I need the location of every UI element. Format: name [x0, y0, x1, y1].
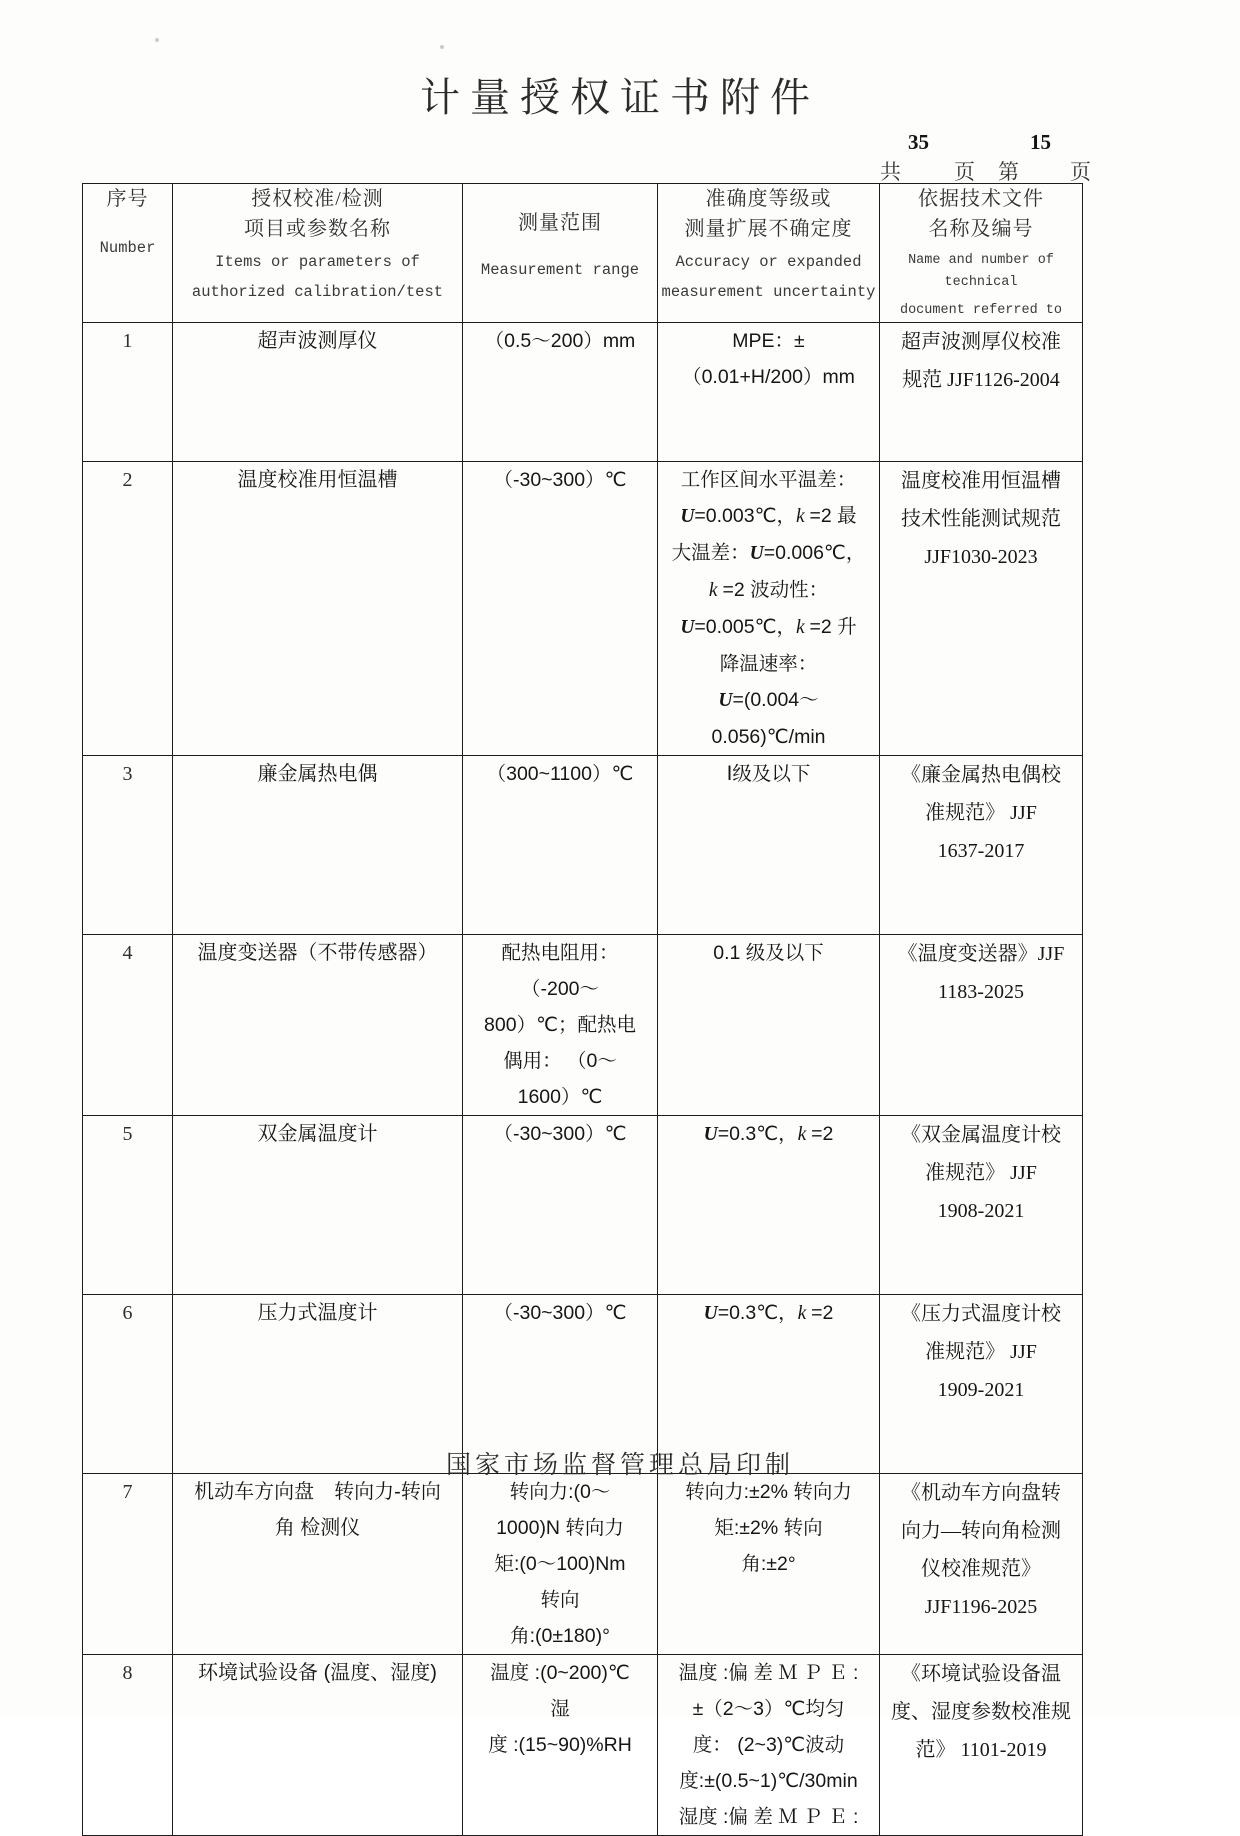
row-accuracy-line: 温度 :偏 差 Ｍ Ｐ Ｅ : [678, 1662, 859, 1684]
table-row [83, 462, 1083, 756]
row-item-line: 环境试验设备 (温度、湿度) [198, 1662, 437, 1684]
row-accuracy-line: 角:±2° [741, 1553, 796, 1575]
row-item [173, 756, 463, 935]
row-range-line: （-30~300）℃ [493, 1302, 627, 1324]
row-document-line: 1908-2021 [937, 1200, 1025, 1222]
row-range [463, 1474, 658, 1655]
header-accuracy: 准确度等级或 测量扩展不确定度 Accuracy or expanded measurement uncertainty [658, 184, 880, 323]
row-accuracy [658, 935, 880, 1116]
row-accuracy-line: 转向力:±2% 转向力 [685, 1481, 852, 1503]
row-accuracy-line: 大温差：U=0.006℃， [671, 542, 866, 564]
row-number [83, 1116, 173, 1295]
row-number-line: 6 [122, 1302, 133, 1324]
row-range-line: 度 :(15~90)%RH [488, 1734, 632, 1756]
row-item-line: 廉金属热电偶 [257, 763, 378, 785]
row-document-line: 准规范》 JJF [925, 1162, 1037, 1184]
row-item [173, 462, 463, 756]
row-range-line: 转向 [540, 1589, 580, 1611]
row-range-line: 800）℃；配热电 [484, 1014, 636, 1036]
row-accuracy-line: 0.1 级及以下 [713, 942, 824, 964]
row-item-line: 机动车方向盘 转向力-转向 [194, 1481, 441, 1503]
row-number-line: 8 [122, 1662, 133, 1684]
row-item-line: 温度校准用恒温槽 [237, 469, 398, 491]
pagination-current-page: 15 [1030, 130, 1051, 154]
pagination [870, 130, 1100, 186]
authorized-items-table [82, 183, 1083, 1836]
row-range-line: （-30~300）℃ [493, 469, 627, 491]
table-row [83, 756, 1083, 935]
row-item-line: 角 检测仪 [274, 1517, 361, 1539]
row-range [463, 935, 658, 1116]
row-accuracy-line: U=0.3℃，k =2 [703, 1302, 834, 1324]
header-measurement-range: 测量范围 Measurement range [463, 184, 658, 323]
row-number-line: 5 [122, 1123, 133, 1145]
row-accuracy [658, 1474, 880, 1655]
pagination-total-pages: 35 [908, 130, 929, 154]
row-accuracy-line: U=0.3℃，k =2 [703, 1123, 834, 1145]
row-accuracy-line: 工作区间水平温差： [680, 469, 857, 491]
table-body [83, 323, 1083, 1836]
row-accuracy-line: U=0.005℃，k =2 升 [680, 616, 857, 638]
row-range-line: （300~1100）℃ [486, 763, 634, 785]
row-accuracy [658, 1655, 880, 1836]
row-range-line: 转向力:(0～ [509, 1481, 611, 1503]
row-document-line: 准规范》 JJF [925, 1341, 1037, 1363]
row-document-line: 度、湿度参数校准规 [891, 1701, 1071, 1723]
table-header-row [83, 184, 1083, 323]
table-row [83, 1474, 1083, 1655]
row-document [880, 935, 1083, 1116]
row-accuracy [658, 462, 880, 756]
row-document-line: JJF1030-2023 [924, 546, 1038, 568]
row-document-line: 超声波测厚仪校准 [901, 331, 1061, 353]
row-document-line: 准规范》 JJF [925, 802, 1037, 824]
row-accuracy-line: ±（2～3）℃均匀 [692, 1698, 845, 1720]
row-document-line: 范》 1101-2019 [915, 1739, 1047, 1761]
row-item-line: 超声波测厚仪 [257, 330, 378, 352]
row-number-line: 7 [122, 1481, 133, 1503]
row-document-line: 仪校准规范》 [921, 1558, 1041, 1580]
row-item-line: 双金属温度计 [257, 1123, 378, 1145]
row-accuracy-line: U=0.003℃，k =2 最 [680, 505, 857, 527]
row-number [83, 1474, 173, 1655]
table-row [83, 323, 1083, 462]
row-range-line: 温度 :(0~200)℃ [490, 1662, 630, 1684]
row-number [83, 462, 173, 756]
row-range-line: （-200～ [520, 978, 600, 1000]
row-document-line: 规范 JJF1126-2004 [902, 369, 1060, 391]
header-item-name: 授权校准/检测 项目或参数名称 Items or parameters of authorized calibration/test [173, 184, 463, 323]
row-document [880, 1116, 1083, 1295]
table-row [83, 935, 1083, 1116]
row-item [173, 1655, 463, 1836]
row-number-line: 2 [122, 469, 133, 491]
row-range-line: 矩:(0～100)Nm [494, 1553, 626, 1575]
row-document [880, 1655, 1083, 1836]
row-number [83, 935, 173, 1116]
row-document-line: 《温度变送器》JJF [897, 943, 1065, 965]
row-accuracy-line: MPE：± [732, 330, 805, 352]
row-item-line: 温度变送器（不带传感器） [197, 942, 438, 964]
row-item [173, 1474, 463, 1655]
row-range [463, 1655, 658, 1836]
row-document [880, 1474, 1083, 1655]
row-document-line: 向力—转向角检测 [901, 1520, 1061, 1542]
row-number [83, 1655, 173, 1836]
row-range-line: 湿 [550, 1698, 570, 1720]
row-item [173, 935, 463, 1116]
scan-speck [440, 45, 444, 49]
row-range-line: 1600）℃ [517, 1086, 603, 1108]
row-accuracy [658, 756, 880, 935]
row-document-line: 1183-2025 [938, 981, 1024, 1003]
scan-speck [155, 38, 159, 42]
row-document-line: 《压力式温度计校 [901, 1303, 1061, 1325]
row-range-line: 1000)N 转向力 [496, 1517, 624, 1539]
row-document-line: 《机动车方向盘转 [901, 1482, 1061, 1504]
pagination-gong-label: 共 [880, 160, 902, 184]
row-number-line: 1 [122, 330, 133, 352]
row-accuracy-line: 度： (2~3)℃波动 [692, 1734, 845, 1756]
row-range-line: 配热电阻用： [501, 942, 619, 964]
row-accuracy-line: 0.056)℃/min [711, 726, 826, 748]
row-accuracy-line: 降温速率： [719, 653, 818, 675]
row-number-line: 3 [122, 763, 133, 785]
row-accuracy [658, 1116, 880, 1295]
row-document-line: 1909-2021 [937, 1379, 1025, 1401]
pagination-page-unit-2: 页 [1070, 160, 1092, 184]
row-range-line: 角:(0±180)° [510, 1625, 610, 1647]
row-document [880, 756, 1083, 935]
table-row [83, 1116, 1083, 1295]
row-accuracy [658, 323, 880, 462]
row-document-line: 《环境试验设备温 [901, 1663, 1061, 1685]
row-accuracy-line: Ⅰ级及以下 [726, 763, 811, 785]
row-document-line: 《双金属温度计校 [901, 1124, 1061, 1146]
row-range [463, 462, 658, 756]
row-accuracy-line: 度:±(0.5~1)℃/30min [679, 1770, 858, 1792]
row-document-line: 技术性能测试规范 [901, 508, 1061, 530]
row-item-line: 压力式温度计 [257, 1302, 378, 1324]
row-range [463, 1116, 658, 1295]
page-footer: 国家市场监督管理总局印制 [445, 1452, 794, 1479]
row-range [463, 756, 658, 935]
row-range [463, 323, 658, 462]
pagination-di-label: 第 [998, 160, 1020, 184]
row-document [880, 462, 1083, 756]
row-document-line: 1637-2017 [937, 840, 1025, 862]
row-number-line: 4 [122, 942, 133, 964]
row-accuracy-line: 湿度 :偏 差 Ｍ Ｐ Ｅ : [678, 1806, 859, 1828]
header-number: 序号 Number [83, 184, 173, 323]
row-item [173, 323, 463, 462]
row-range-line: （0.5～200）mm [484, 330, 636, 352]
row-item [173, 1116, 463, 1295]
row-number [83, 323, 173, 462]
row-accuracy-line: k =2 波动性： [708, 579, 829, 601]
row-number [83, 756, 173, 935]
page-title: 计量授权证书附件 [420, 75, 820, 120]
row-accuracy-line: （0.01+H/200）mm [682, 366, 855, 388]
header-document: 依据技术文件 名称及编号 Name and number of technical document referred to [880, 184, 1083, 323]
row-document [880, 323, 1083, 462]
pagination-page-unit-1: 页 [954, 160, 976, 184]
row-document-line: JJF1196-2025 [924, 1596, 1038, 1618]
row-accuracy-line: U=(0.004～ [718, 689, 819, 711]
row-accuracy-line: 矩:±2% 转向 [714, 1517, 823, 1539]
row-document-line: 《廉金属热电偶校 [901, 764, 1061, 786]
table-row [83, 1655, 1083, 1836]
row-document-line: 温度校准用恒温槽 [901, 470, 1061, 492]
row-range-line: （-30~300）℃ [493, 1123, 627, 1145]
row-range-line: 偶用： （0～ [503, 1050, 617, 1072]
